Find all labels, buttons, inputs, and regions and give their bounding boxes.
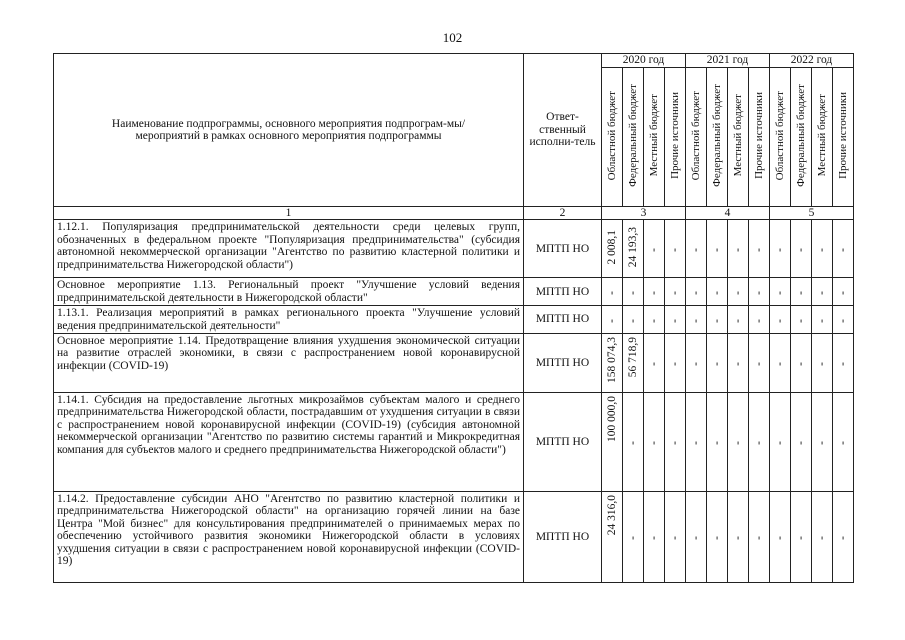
value-text: -	[732, 247, 744, 252]
value-cell	[749, 334, 770, 393]
value-cell	[770, 306, 791, 334]
value-text: 24 193,3	[627, 227, 639, 268]
value-text: -	[732, 318, 744, 323]
subheader-label: Местный бюджет	[732, 94, 744, 177]
value-text: -	[711, 440, 723, 445]
value-cell	[602, 334, 623, 393]
value-cell	[686, 393, 707, 492]
table-header	[54, 54, 854, 220]
value-cell	[686, 306, 707, 334]
value-text: -	[795, 290, 807, 295]
column-number: 1	[54, 207, 524, 220]
table-row	[54, 306, 854, 334]
subheader-label: Местный бюджет	[816, 94, 828, 177]
subheader-3-1	[770, 68, 791, 207]
value-cell	[812, 334, 833, 393]
value-text: -	[732, 361, 744, 366]
value-text: -	[606, 290, 618, 295]
value-text: 100 000,0	[606, 396, 618, 443]
value-cell	[833, 492, 854, 583]
column-number: 4	[686, 207, 770, 220]
value-cell	[812, 278, 833, 306]
value-text: -	[669, 535, 681, 540]
row-executor: МПТП НО	[524, 393, 602, 492]
subheader-1-3	[644, 68, 665, 207]
table-row	[54, 334, 854, 393]
value-cell	[749, 393, 770, 492]
row-executor: МПТП НО	[524, 306, 602, 334]
value-text: -	[816, 247, 828, 252]
row-executor: МПТП НО	[524, 278, 602, 306]
value-cell	[770, 220, 791, 278]
value-text: -	[774, 290, 786, 295]
row-name: Основное мероприятие 1.13. Региональный проект "Улучшение условий ведения предпринимательской деятельности в Нижегородской области"	[54, 278, 524, 306]
value-text: -	[774, 361, 786, 366]
value-text: -	[690, 318, 702, 323]
value-cell	[623, 278, 644, 306]
value-cell	[644, 306, 665, 334]
value-cell	[728, 492, 749, 583]
value-cell	[623, 393, 644, 492]
value-cell	[707, 278, 728, 306]
table-row	[54, 492, 854, 583]
value-cell	[686, 492, 707, 583]
value-cell	[707, 306, 728, 334]
value-cell	[812, 220, 833, 278]
value-cell	[833, 334, 854, 393]
subheader-label: Местный бюджет	[648, 94, 660, 177]
column-number: 3	[602, 207, 686, 220]
value-cell	[686, 278, 707, 306]
subheader-label: Областной бюджет	[774, 90, 786, 180]
value-cell	[707, 492, 728, 583]
value-cell	[644, 334, 665, 393]
row-name: Основное мероприятие 1.14. Предотвращение влияния ухудшения экономической ситуации на развитие отраслей экономики, в связи с распространением новой коронавирусной инфекции (COVID-19)	[54, 334, 524, 393]
value-cell	[812, 393, 833, 492]
subheader-label: Областной бюджет	[606, 90, 618, 180]
column-number: 5	[770, 207, 854, 220]
value-cell	[833, 393, 854, 492]
value-text: -	[753, 361, 765, 366]
value-text: -	[627, 535, 639, 540]
row-name: 1.14.1. Субсидия на предоставление льготных микрозаймов субъектам малого и среднего предпринимательства Нижегородской области, пострадавшим от ухудшения ситуации в связи с распространением новой коронавирусной инфекции (COVID-19) (субсидия автономной некоммерческой организации "Агентство по развитию системы гарантий и Микрокредитная компания для субъектов малого и среднего предпринимательства Нижегородской области")	[54, 393, 524, 492]
value-cell	[728, 393, 749, 492]
value-text: -	[837, 290, 849, 295]
value-cell	[770, 334, 791, 393]
value-text: -	[627, 318, 639, 323]
value-text: 24 316,0	[606, 495, 618, 536]
value-text: -	[816, 318, 828, 323]
value-text: -	[669, 361, 681, 366]
value-cell	[602, 492, 623, 583]
value-cell	[749, 220, 770, 278]
value-text: -	[648, 440, 660, 445]
subheader-1-2	[623, 68, 644, 207]
value-text: -	[795, 535, 807, 540]
value-text: -	[669, 290, 681, 295]
value-text: -	[732, 290, 744, 295]
value-text: -	[690, 290, 702, 295]
value-cell	[728, 334, 749, 393]
value-cell	[602, 393, 623, 492]
value-text: -	[627, 440, 639, 445]
table-row	[54, 220, 854, 278]
value-text: -	[837, 440, 849, 445]
value-cell	[707, 334, 728, 393]
value-text: 56 718,9	[627, 337, 639, 378]
value-cell	[833, 220, 854, 278]
value-text: -	[732, 535, 744, 540]
value-cell	[644, 492, 665, 583]
value-cell	[665, 220, 686, 278]
page-number: 102	[442, 30, 463, 45]
value-text: -	[774, 440, 786, 445]
value-cell	[749, 306, 770, 334]
value-cell	[791, 220, 812, 278]
value-cell	[665, 334, 686, 393]
value-cell	[623, 492, 644, 583]
value-cell	[728, 306, 749, 334]
value-cell	[749, 278, 770, 306]
value-cell	[791, 393, 812, 492]
value-text: -	[837, 535, 849, 540]
value-text: -	[690, 440, 702, 445]
value-text: -	[774, 318, 786, 323]
value-text: -	[648, 535, 660, 540]
value-text: -	[753, 535, 765, 540]
value-cell	[791, 278, 812, 306]
value-cell	[602, 306, 623, 334]
subheader-3-2	[791, 68, 812, 207]
value-text: -	[648, 318, 660, 323]
value-cell	[791, 306, 812, 334]
value-text: 158 074,3	[606, 337, 618, 384]
value-text: -	[795, 361, 807, 366]
row-executor: МПТП НО	[524, 492, 602, 583]
value-text: -	[669, 440, 681, 445]
value-cell	[686, 220, 707, 278]
value-text: -	[690, 535, 702, 540]
value-text: -	[795, 318, 807, 323]
subheader-3-3	[812, 68, 833, 207]
subheader-label: Прочие источники	[669, 91, 681, 179]
value-text: -	[711, 318, 723, 323]
value-text: -	[690, 361, 702, 366]
header-name-cell: Наименование подпрограммы, основного мероприятия подпрограм-мы/мероприятий в рамках основного мероприятия подпрограммы	[54, 54, 524, 207]
value-text: -	[753, 247, 765, 252]
value-cell	[728, 220, 749, 278]
value-cell	[623, 220, 644, 278]
value-cell	[791, 334, 812, 393]
table-row	[54, 393, 854, 492]
subheader-2-1	[686, 68, 707, 207]
value-text: -	[732, 440, 744, 445]
header-year-2021: 2021 год	[686, 54, 770, 68]
row-name: 1.12.1. Популяризация предпринимательской деятельности среди целевых групп, обозначенных в федеральном проекте "Популяризация предпринимательства" (субсидия автономной некоммерческой организации "Агентство по развитию кластерной политики и предпринимательства Нижегородской области")	[54, 220, 524, 278]
value-cell	[833, 278, 854, 306]
subheader-2-4	[749, 68, 770, 207]
value-text: -	[669, 247, 681, 252]
value-cell	[665, 492, 686, 583]
value-text: -	[711, 361, 723, 366]
value-cell	[749, 492, 770, 583]
row-executor: МПТП НО	[524, 220, 602, 278]
value-cell	[770, 278, 791, 306]
subheader-1-4	[665, 68, 686, 207]
column-number: 2	[524, 207, 602, 220]
value-text: -	[774, 247, 786, 252]
value-cell	[644, 220, 665, 278]
subheader-1-1	[602, 68, 623, 207]
subheader-label: Федеральный бюджет	[627, 83, 639, 187]
value-text: -	[690, 247, 702, 252]
subheader-3-4	[833, 68, 854, 207]
subheader-label: Прочие источники	[837, 91, 849, 179]
value-cell	[707, 393, 728, 492]
value-text: -	[816, 361, 828, 366]
value-cell	[602, 278, 623, 306]
subheader-label: Федеральный бюджет	[795, 83, 807, 187]
value-cell	[770, 393, 791, 492]
value-text: -	[837, 361, 849, 366]
value-cell	[791, 492, 812, 583]
row-executor: МПТП НО	[524, 334, 602, 393]
value-cell	[665, 393, 686, 492]
value-text: -	[753, 290, 765, 295]
value-text: -	[711, 535, 723, 540]
value-text: -	[816, 440, 828, 445]
value-text: -	[648, 247, 660, 252]
value-text: -	[795, 440, 807, 445]
table-body	[54, 220, 854, 583]
value-text: -	[816, 535, 828, 540]
value-cell	[644, 278, 665, 306]
value-cell	[812, 492, 833, 583]
subheader-label: Областной бюджет	[690, 90, 702, 180]
value-text: -	[753, 318, 765, 323]
header-year-2022: 2022 год	[770, 54, 854, 68]
subheader-label: Федеральный бюджет	[711, 83, 723, 187]
value-cell	[623, 306, 644, 334]
budget-table	[53, 53, 854, 583]
value-text: -	[816, 290, 828, 295]
value-cell	[686, 334, 707, 393]
value-cell	[707, 220, 728, 278]
value-cell	[770, 492, 791, 583]
value-text: -	[753, 440, 765, 445]
value-text: -	[606, 318, 618, 323]
value-cell	[728, 278, 749, 306]
subheader-label: Прочие источники	[753, 91, 765, 179]
value-cell	[623, 334, 644, 393]
subheader-2-3	[728, 68, 749, 207]
row-name: 1.14.2. Предоставление субсидии АНО "Агентство по развитию кластерной политики и предпринимательства Нижегородской области" на организацию горячей линии на базе Центра "Мой бизнес" для консультирования предпринимателей о принимаемых мерах по обеспечению устойчивого развития экономики Нижегородской области в условиях ухудшения ситуации в связи с распространением новой коронавирусной инфекции (COVID-19)	[54, 492, 524, 583]
value-cell	[812, 306, 833, 334]
value-cell	[665, 306, 686, 334]
value-text: -	[711, 247, 723, 252]
header-year-2020: 2020 год	[602, 54, 686, 68]
header-exec-cell: Ответ-ственный исполни-тель	[524, 54, 602, 207]
value-text: -	[648, 290, 660, 295]
value-text: -	[627, 290, 639, 295]
value-text: -	[711, 290, 723, 295]
value-text: -	[795, 247, 807, 252]
table-row	[54, 278, 854, 306]
row-name: 1.13.1. Реализация мероприятий в рамках регионального проекта "Улучшение условий ведения предпринимательской деятельности"	[54, 306, 524, 334]
value-cell	[665, 278, 686, 306]
value-text: -	[837, 318, 849, 323]
value-cell	[833, 306, 854, 334]
value-cell	[644, 393, 665, 492]
value-text: -	[648, 361, 660, 366]
value-text: -	[774, 535, 786, 540]
value-text: -	[669, 318, 681, 323]
value-cell	[602, 220, 623, 278]
value-text: 2 008,1	[606, 229, 618, 265]
subheader-2-2	[707, 68, 728, 207]
value-text: -	[837, 247, 849, 252]
